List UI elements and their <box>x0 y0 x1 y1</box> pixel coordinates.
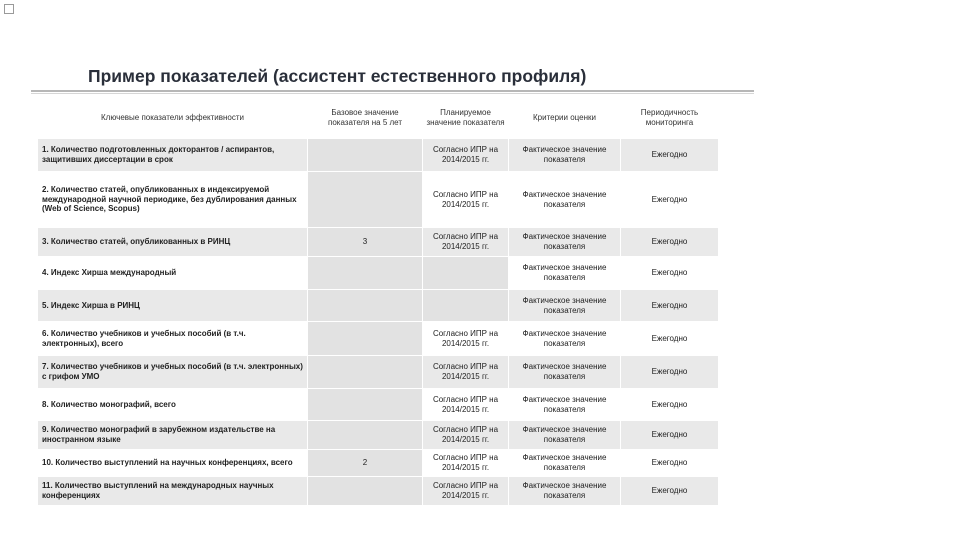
planned-value-cell: Согласно ИПР на 2014/2015 гг. <box>423 139 509 172</box>
indicator-cell: 3. Количество статей, опубликованных в РИНЦ <box>38 228 308 257</box>
planned-value-cell: Согласно ИПР на 2014/2015 гг. <box>423 450 509 477</box>
table-header-row <box>38 97 719 139</box>
base-value-cell <box>308 477 423 506</box>
period-cell: Ежегодно <box>621 139 719 172</box>
table-row <box>38 322 719 356</box>
header-base-value: Базовое значение показателя на 5 лет <box>308 97 423 139</box>
slide-corner-marker <box>4 4 14 14</box>
table-row <box>38 421 719 450</box>
planned-value-cell: Согласно ИПР на 2014/2015 гг. <box>423 389 509 421</box>
table-row <box>38 389 719 421</box>
header-period: Периодичность мониторинга <box>621 97 719 139</box>
header-indicator: Ключевые показатели эффективности <box>38 97 308 139</box>
page-title: Пример показателей (ассистент естественного профиля) <box>88 66 587 86</box>
base-value-cell <box>308 389 423 421</box>
base-value-cell <box>308 139 423 172</box>
table-row <box>38 257 719 290</box>
base-value-cell <box>308 172 423 228</box>
base-value-cell <box>308 322 423 356</box>
period-cell: Ежегодно <box>621 477 719 506</box>
criterion-cell: Фактическое значение показателя <box>509 172 621 228</box>
indicator-cell: 7. Количество учебников и учебных пособий (в т.ч. электронных) с грифом УМО <box>38 356 308 389</box>
base-value-cell <box>308 290 423 322</box>
indicator-cell: 10. Количество выступлений на научных конференциях, всего <box>38 450 308 477</box>
criterion-cell: Фактическое значение показателя <box>509 322 621 356</box>
header-planned-value: Планируемое значение показателя <box>423 97 509 139</box>
period-cell: Ежегодно <box>621 356 719 389</box>
criterion-cell: Фактическое значение показателя <box>509 139 621 172</box>
criterion-cell: Фактическое значение показателя <box>509 290 621 322</box>
table-row <box>38 356 719 389</box>
table-row <box>38 290 719 322</box>
planned-value-cell: Согласно ИПР на 2014/2015 гг. <box>423 421 509 450</box>
indicator-cell: 5. Индекс Хирша в РИНЦ <box>38 290 308 322</box>
period-cell: Ежегодно <box>621 172 719 228</box>
indicator-cell: 9. Количество монографий в зарубежном издательстве на иностранном языке <box>38 421 308 450</box>
period-cell: Ежегодно <box>621 421 719 450</box>
criterion-cell: Фактическое значение показателя <box>509 450 621 477</box>
period-cell: Ежегодно <box>621 290 719 322</box>
indicator-cell: 1. Количество подготовленных докторантов / аспирантов, защитивших диссертации в срок <box>38 139 308 172</box>
base-value-cell: 2 <box>308 450 423 477</box>
table-row <box>38 172 719 228</box>
header-criterion: Критерии оценки <box>509 97 621 139</box>
planned-value-cell <box>423 257 509 290</box>
base-value-cell <box>308 421 423 450</box>
planned-value-cell: Согласно ИПР на 2014/2015 гг. <box>423 477 509 506</box>
planned-value-cell: Согласно ИПР на 2014/2015 гг. <box>423 322 509 356</box>
period-cell: Ежегодно <box>621 450 719 477</box>
indicator-cell: 11. Количество выступлений на международных научных конференциях <box>38 477 308 506</box>
table-row <box>38 477 719 506</box>
table-row <box>38 450 719 477</box>
indicator-cell: 2. Количество статей, опубликованных в индексируемой международной научной периодике, без дублирования данных (Web of Science, Scopus) <box>38 172 308 228</box>
indicator-cell: 8. Количество монографий, всего <box>38 389 308 421</box>
criterion-cell: Фактическое значение показателя <box>509 421 621 450</box>
period-cell: Ежегодно <box>621 389 719 421</box>
criterion-cell: Фактическое значение показателя <box>509 228 621 257</box>
criterion-cell: Фактическое значение показателя <box>509 477 621 506</box>
period-cell: Ежегодно <box>621 322 719 356</box>
base-value-cell: 3 <box>308 228 423 257</box>
planned-value-cell: Согласно ИПР на 2014/2015 гг. <box>423 356 509 389</box>
table-row <box>38 139 719 172</box>
period-cell: Ежегодно <box>621 257 719 290</box>
criterion-cell: Фактическое значение показателя <box>509 389 621 421</box>
period-cell: Ежегодно <box>621 228 719 257</box>
base-value-cell <box>308 356 423 389</box>
title-divider <box>31 90 754 92</box>
criterion-cell: Фактическое значение показателя <box>509 257 621 290</box>
indicator-cell: 6. Количество учебников и учебных пособий (в т.ч. электронных), всего <box>38 322 308 356</box>
kpi-table <box>37 96 719 506</box>
title-divider-thin <box>31 93 754 94</box>
base-value-cell <box>308 257 423 290</box>
planned-value-cell: Согласно ИПР на 2014/2015 гг. <box>423 172 509 228</box>
table-row <box>38 228 719 257</box>
criterion-cell: Фактическое значение показателя <box>509 356 621 389</box>
indicator-cell: 4. Индекс Хирша международный <box>38 257 308 290</box>
planned-value-cell: Согласно ИПР на 2014/2015 гг. <box>423 228 509 257</box>
planned-value-cell <box>423 290 509 322</box>
